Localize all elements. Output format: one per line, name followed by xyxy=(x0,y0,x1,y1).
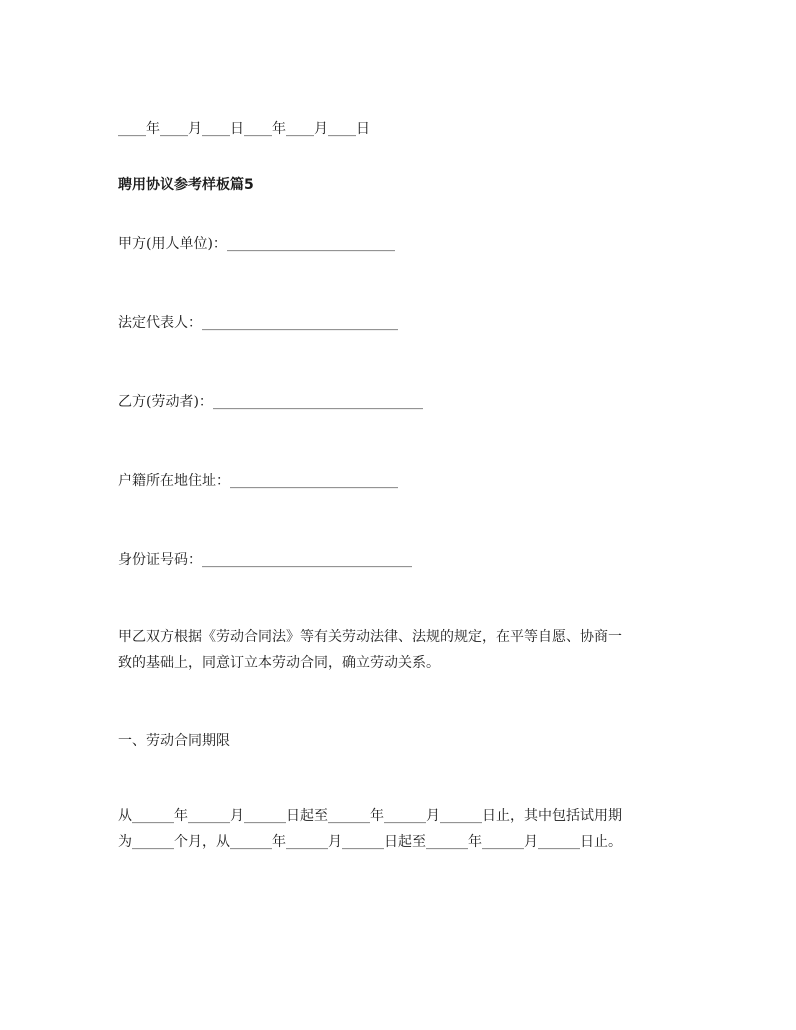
household-address-label: 户籍所在地住址： xyxy=(118,473,230,489)
legal-representative-field xyxy=(118,315,398,331)
term-paragraph-line2: 为______个月，从______年______月______日起至______年______月______日止。 xyxy=(118,834,622,850)
legal-representative-blank: ____________________________ xyxy=(202,315,398,331)
section1-heading: 一、劳动合同期限 xyxy=(118,733,230,749)
household-address-blank: ________________________ xyxy=(230,473,398,489)
signature-date-line: ____年____月____日____年____月____日 xyxy=(118,121,370,137)
id-number-label: 身份证号码： xyxy=(118,552,202,568)
party-a-blank: ________________________ xyxy=(226,236,395,252)
legal-representative-label: 法定代表人： xyxy=(118,315,202,331)
party-b-blank: ______________________________ xyxy=(212,394,423,410)
id-number-blank: ______________________________ xyxy=(202,552,412,568)
intro-paragraph-line1: 甲乙双方根据《劳动合同法》等有关劳动法律、法规的规定，在平等自愿、协商一 xyxy=(118,629,622,645)
term-paragraph-line1: 从______年______月______日起至______年______月______日止，其中包括试用期 xyxy=(118,808,622,824)
document-title: 聘用协议参考样板篇5 xyxy=(118,177,254,193)
party-b-field xyxy=(118,394,423,410)
id-number-field xyxy=(118,552,412,568)
household-address-field xyxy=(118,473,398,489)
party-a-field xyxy=(118,236,395,252)
intro-paragraph-line2: 致的基础上，同意订立本劳动合同，确立劳动关系。 xyxy=(118,655,440,671)
party-b-label: 乙方(劳动者)： xyxy=(118,394,213,410)
party-a-label: 甲方(用人单位)： xyxy=(118,236,227,252)
